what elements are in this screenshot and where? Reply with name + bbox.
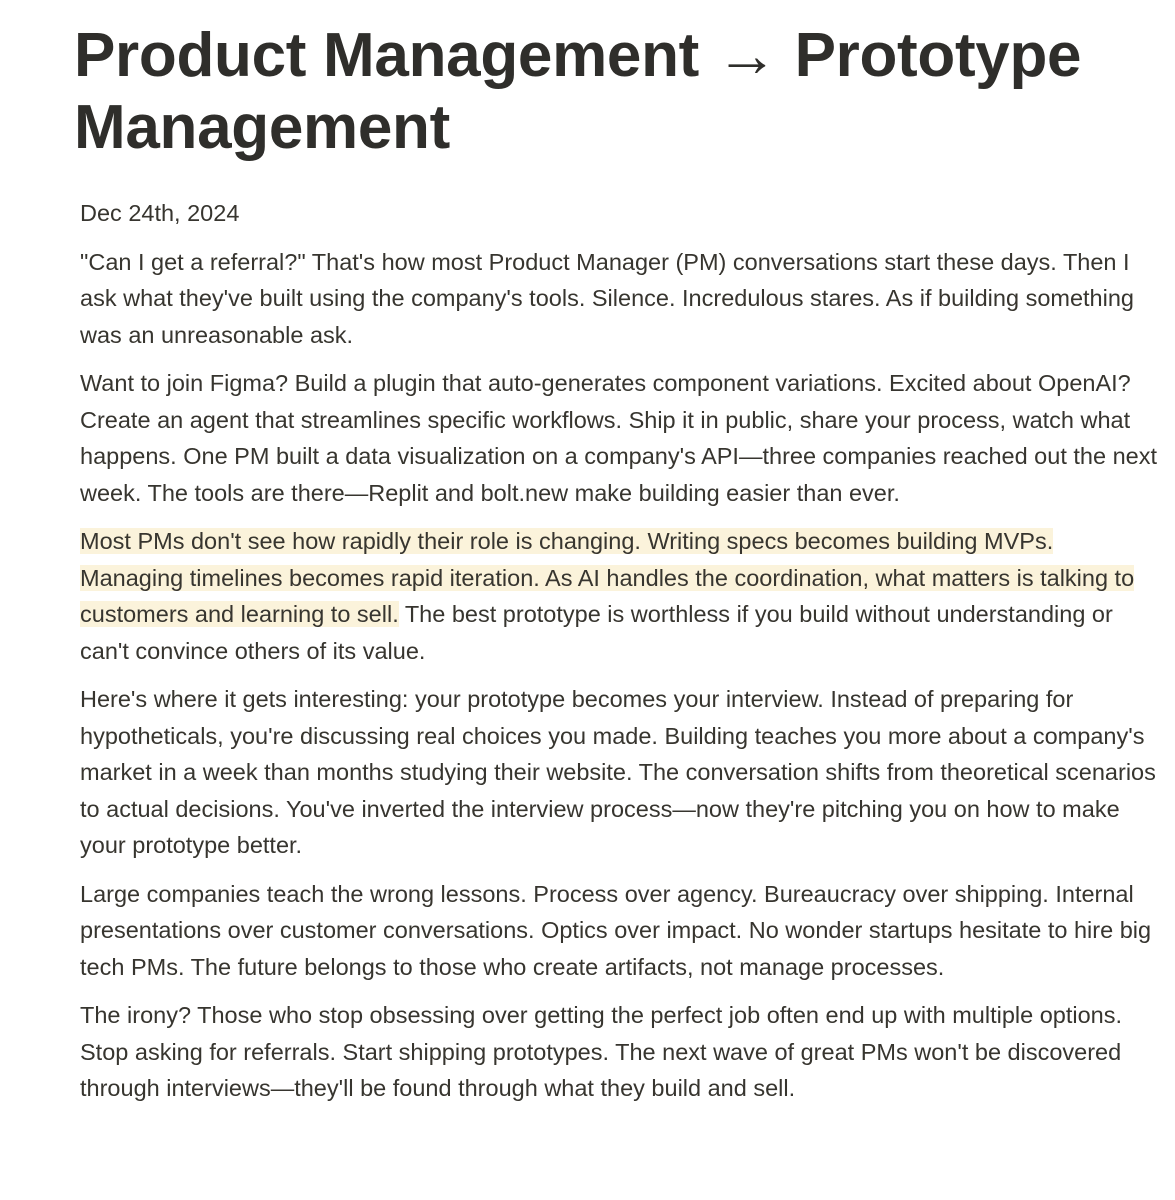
paragraph-role-change-rest: The best prototype is worthless if you build without understanding or can't convince others of its value. — [80, 601, 1113, 664]
page-title: Product Management → Prototype Management — [74, 21, 1082, 162]
article-body — [80, 195, 1160, 1119]
paragraph-role-change — [80, 523, 1160, 669]
paragraph-build-examples: Want to join Figma? Build a plugin that auto-generates component variations. Excited about OpenAI? Create an agent that streamlines specific workflows. Ship it in public, share your process, watch what happens. One PM built a data visualization on a company's API—three companies reached out the next week. The tools are there—Replit and bolt.new make building easier than ever. — [80, 370, 1157, 506]
paragraph-intro: "Can I get a referral?" That's how most Product Manager (PM) conversations start these days. Then I ask what they've built using the company's tools. Silence. Incredulous stares. As if building something was an unreasonable ask. — [80, 248, 1134, 348]
paragraph-interview: Here's where it gets interesting: your prototype becomes your interview. Instead of preparing for hypotheticals, you're discussing real choices you made. Building teaches you more about a company's market in a week than months studying their website. The conversation shifts from theoretical scenarios to actual decisions. You've inverted the interview process—now they're pitching you on how to make your prototype better. — [80, 686, 1156, 858]
highlighted-text: Most PMs don't see how rapidly their role is changing. Writing specs becomes building MVPs. Managing timelines becomes rapid iteration. As AI handles the coordination, what matters is talking to customers and learning to sell. — [80, 528, 1135, 627]
paragraph-large-companies: Large companies teach the wrong lessons. Process over agency. Bureaucracy over shipping. Internal presentations over customer conversations. Optics over impact. No wonder startups hesitate to hire big tech PMs. The future belongs to those who create artifacts, not manage processes. — [80, 880, 1152, 980]
publish-date: Dec 24th, 2024 — [80, 200, 240, 226]
paragraph-irony: The irony? Those who stop obsessing over getting the perfect job often end up with multiple options. Stop asking for referrals. Start shipping prototypes. The next wave of great PMs won't be discovered through interviews—they'll be found through what they build and sell. — [80, 1002, 1123, 1101]
